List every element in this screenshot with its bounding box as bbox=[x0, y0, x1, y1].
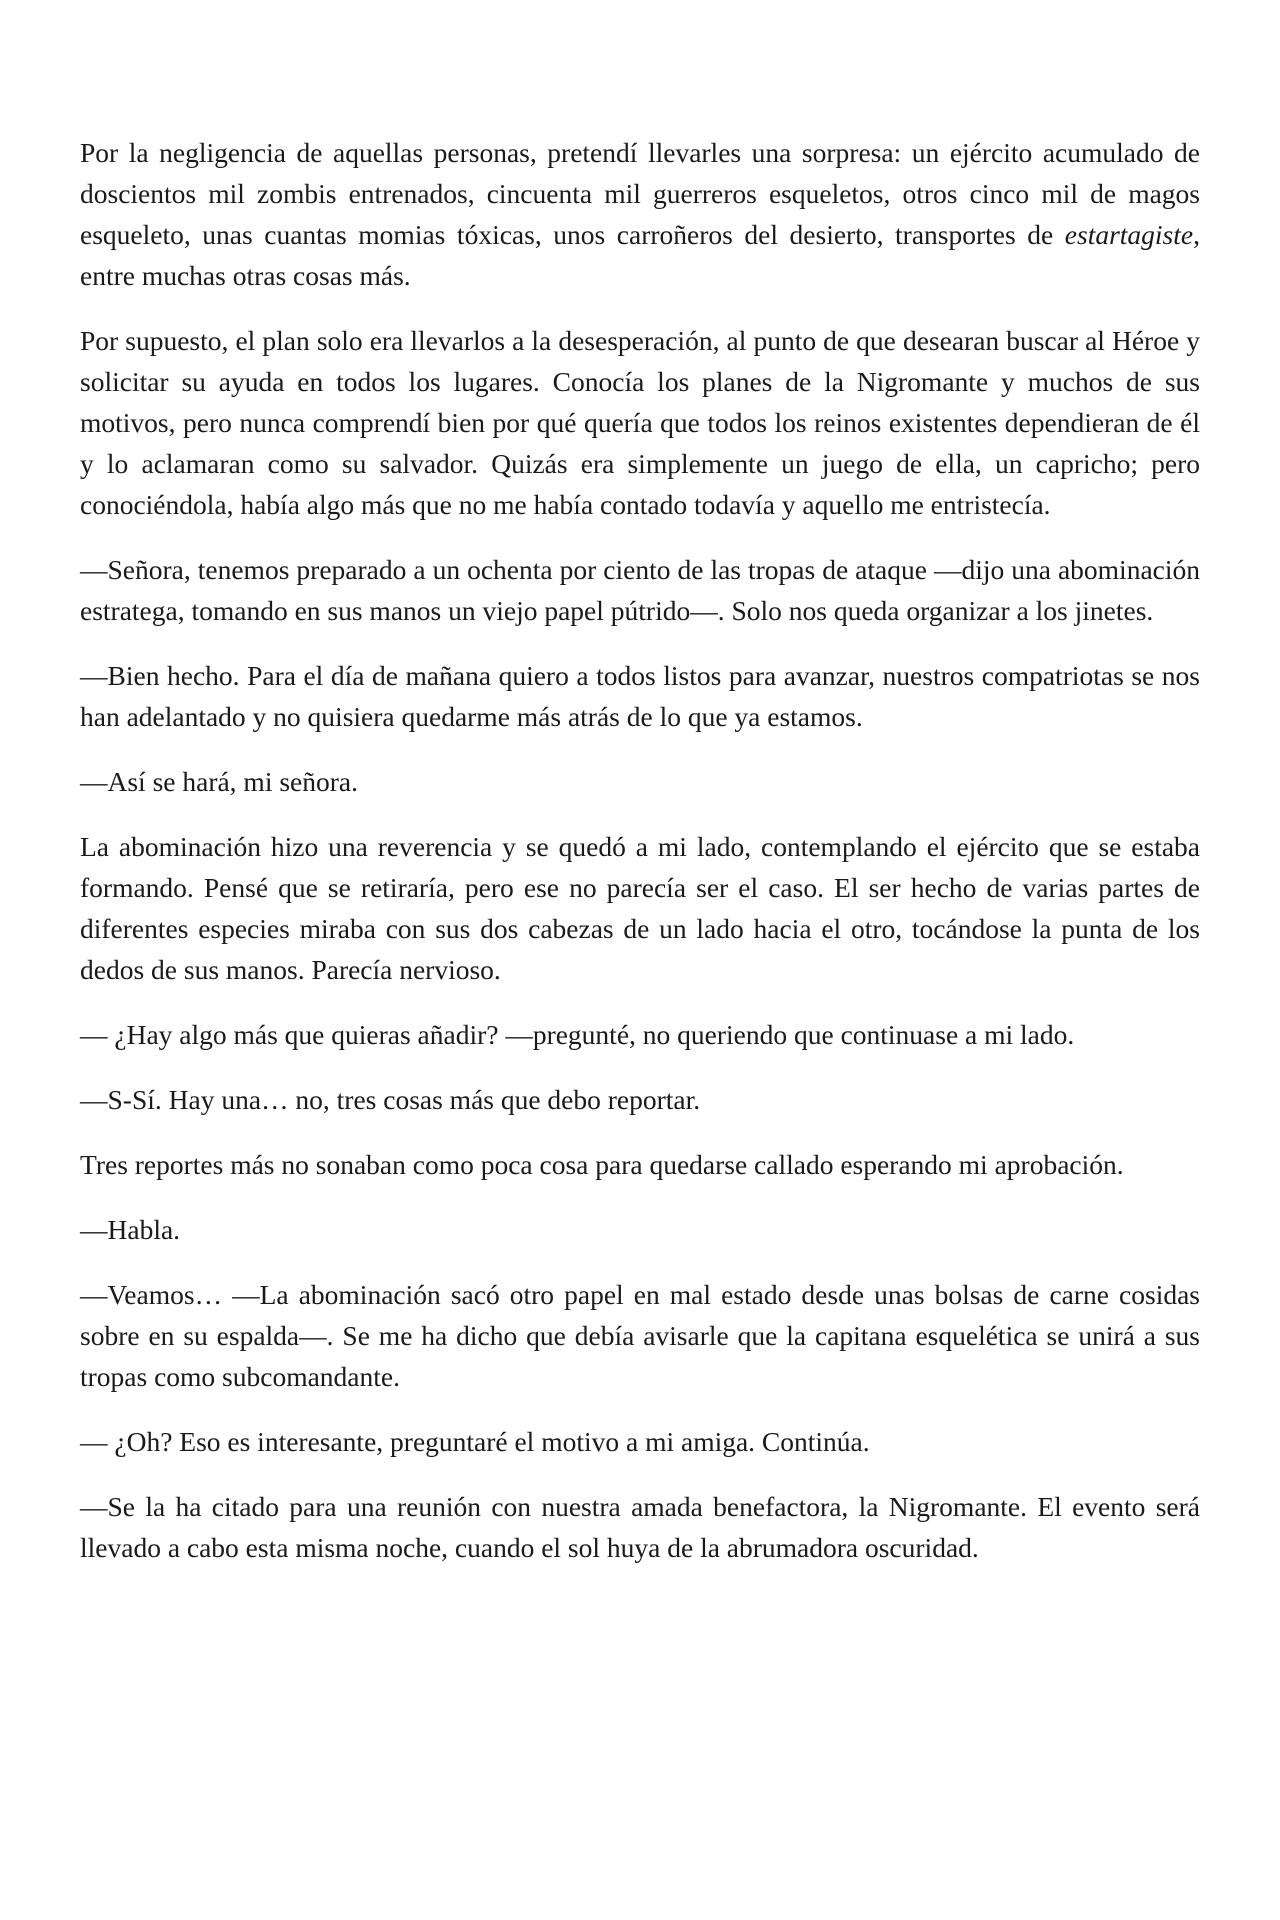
paragraph-1-text-end: , entre muchas otras cosas más. bbox=[80, 219, 1200, 291]
paragraph-3: —Señora, tenemos preparado a un ochenta por ciento de las tropas de ataque —dijo una abominación estratega, tomando en sus manos un viejo papel pútrido—. Solo nos queda organizar a los jinetes. bbox=[80, 554, 1200, 626]
document-body bbox=[80, 132, 1200, 1592]
paragraph-12: — ¿Oh? Eso es interesante, preguntaré el motivo a mi amiga. Continúa. bbox=[80, 1426, 870, 1457]
paragraph-9: Tres reportes más no sonaban como poca cosa para quedarse callado esperando mi aprobación. bbox=[80, 1149, 1124, 1180]
paragraph-2: Por supuesto, el plan solo era llevarlos a la desesperación, al punto de que desearan buscar al Héroe y solicitar su ayuda en todos los lugares. Conocía los planes de la Nigromante y muchos de sus motivos, pero nunca comprendí bien por qué quería que todos los reinos existentes dependieran de él y lo aclamaran como su salvador. Quizás era simplemente un juego de ella, un capricho; pero conociéndola, había algo más que no me había contado todavía y aquello me entristecía. bbox=[80, 325, 1200, 520]
paragraph-11: —Veamos… —La abominación sacó otro papel en mal estado desde unas bolsas de carne cosidas sobre en su espalda—. Se me ha dicho que debía avisarle que la capitana esquelética se unirá a sus tropas como subcomandante. bbox=[80, 1279, 1200, 1392]
paragraph-1-text-start: Por la negligencia de aquellas personas, pretendí llevarles una sorpresa: un ejército acumulado de doscientos mil zombis entrenados, cincuenta mil guerreros esqueletos, otros cinco mil de magos esqueleto, unas cuantas momias tóxicas, unos carroñeros del desierto, transportes de bbox=[80, 137, 1200, 250]
paragraph-5: —Así se hará, mi señora. bbox=[80, 766, 358, 797]
paragraph-8: —S-Sí. Hay una… no, tres cosas más que debo reportar. bbox=[80, 1084, 701, 1115]
paragraph-1 bbox=[80, 132, 1200, 296]
paragraph-13: —Se la ha citado para una reunión con nuestra amada benefactora, la Nigromante. El evento será llevado a cabo esta misma noche, cuando el sol huya de la abrumadora oscuridad. bbox=[80, 1491, 1200, 1563]
paragraph-6: La abominación hizo una reverencia y se quedó a mi lado, contemplando el ejército que se estaba formando. Pensé que se retiraría, pero ese no parecía ser el caso. El ser hecho de varias partes de diferentes especies miraba con sus dos cabezas de un lado hacia el otro, tocándose la punta de los dedos de sus manos. Parecía nervioso. bbox=[80, 831, 1200, 985]
paragraph-10: —Habla. bbox=[80, 1214, 181, 1245]
paragraph-4: —Bien hecho. Para el día de mañana quiero a todos listos para avanzar, nuestros compatriotas se nos han adelantado y no quisiera quedarme más atrás de lo que ya estamos. bbox=[80, 660, 1200, 732]
paragraph-7: — ¿Hay algo más que quieras añadir? —pregunté, no queriendo que continuase a mi lado. bbox=[80, 1019, 1075, 1050]
paragraph-1-italic-word: estartagiste bbox=[1064, 219, 1194, 250]
